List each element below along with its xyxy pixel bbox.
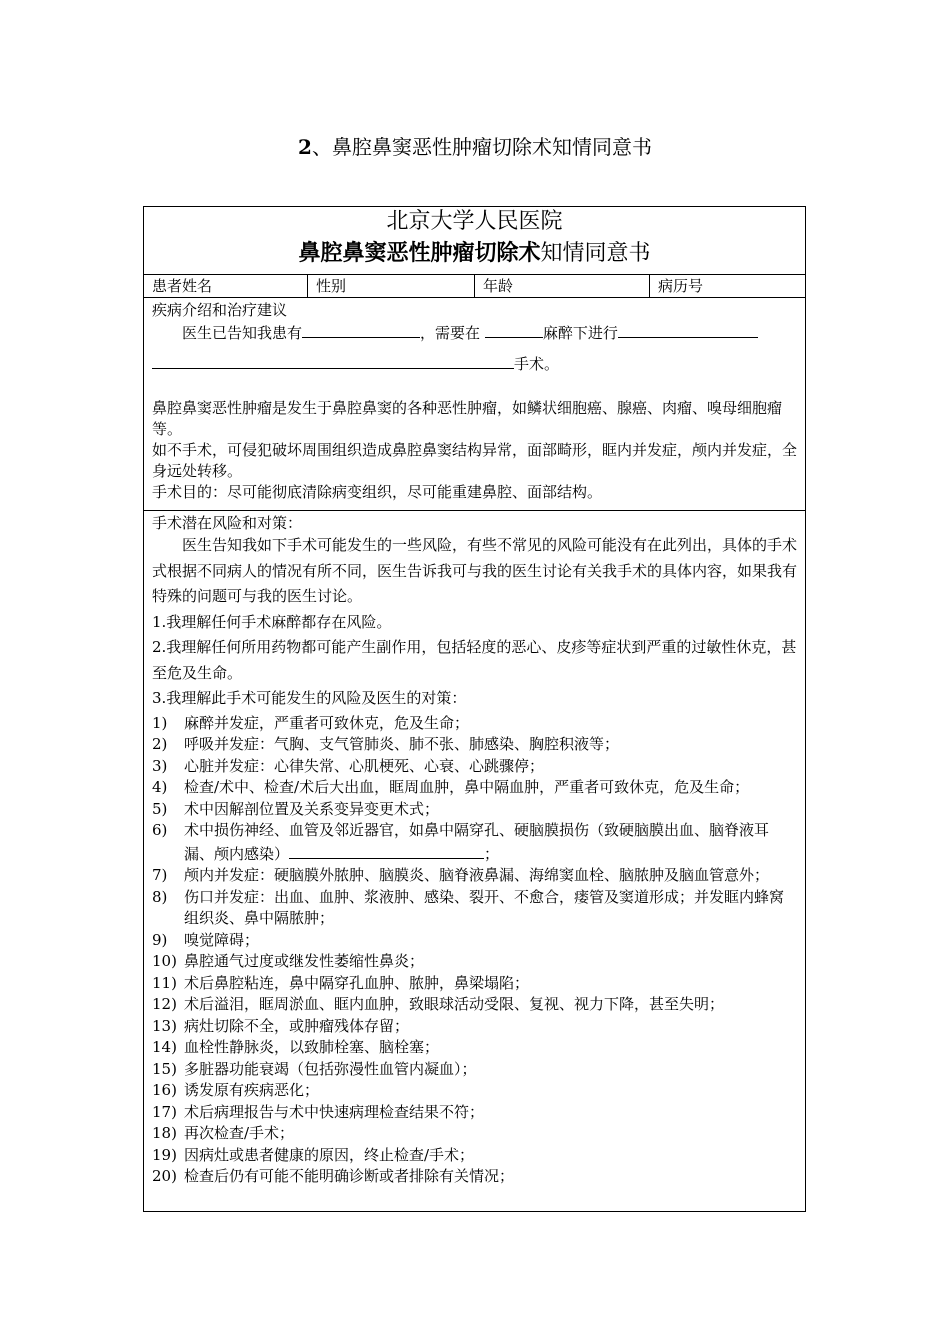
disease-description: 鼻腔鼻窦恶性肿瘤是发生于鼻腔鼻窦的各种恶性肿瘤，如鳞状细胞癌、腺癌、肉瘤、嗅母细胞瘤等。 bbox=[152, 399, 783, 438]
procedure-line bbox=[152, 352, 797, 378]
list-item-text: 血栓性静脉炎，以致肺栓塞、脑栓塞； bbox=[184, 1038, 440, 1056]
list-item-number: 15) bbox=[152, 1059, 177, 1078]
list-item-text: 再次检查/手术； bbox=[184, 1124, 295, 1142]
list-item-text: 心脏并发症：心律失常、心肌梗死、心衰、心跳骤停； bbox=[184, 756, 545, 775]
risk-section-heading: 手术潜在风险和对策： bbox=[152, 514, 303, 532]
list-item-number: 20) bbox=[152, 1167, 177, 1185]
list-item-text: 病灶切除不全，或肿瘤残体存留； bbox=[184, 1016, 410, 1035]
list-item-text: 鼻腔通气过度或继发性萎缩性鼻炎； bbox=[184, 952, 425, 970]
list-item-text: 颅内并发症：硬脑膜外脓肿、脑膜炎、脑脊液鼻漏、海绵窦血栓、脑脓肿及脑血管意外； bbox=[184, 866, 770, 884]
list-item-text: 术后鼻腔粘连，鼻中隔穿孔血肿、脓肿，鼻梁塌陷； bbox=[184, 973, 530, 992]
list-item bbox=[152, 1037, 797, 1059]
document-number: 2 bbox=[298, 135, 312, 159]
risk-item-drugs: 2.我理解任何所用药物都可能产生副作用，包括轻度的恶心、皮疹等症状到严重的过敏性休克，甚至危及生命。 bbox=[152, 638, 797, 682]
list-item-number: 16) bbox=[152, 1081, 177, 1099]
list-item-number: 14) bbox=[152, 1038, 177, 1056]
anesthesia-blank[interactable] bbox=[485, 321, 543, 338]
document-title bbox=[0, 133, 950, 161]
patient-info-row bbox=[144, 275, 805, 298]
list-item bbox=[152, 951, 797, 973]
document-title-text: 、鼻腔鼻窦恶性肿瘤切除术知情同意书 bbox=[311, 135, 652, 159]
disease-section bbox=[144, 298, 805, 511]
list-item-number: 9) bbox=[152, 930, 168, 949]
list-item-number: 17) bbox=[152, 1102, 177, 1121]
list-item-text: 呼吸并发症：气胸、支气管肺炎、肺不张、肺感染、胸腔积液等； bbox=[184, 735, 620, 753]
field-record-number[interactable]: 病历号 bbox=[649, 275, 805, 297]
list-item bbox=[152, 887, 797, 930]
form-title-procedure: 鼻腔鼻窦恶性肿瘤切除术 bbox=[298, 240, 541, 266]
list-item-number: 10) bbox=[152, 952, 177, 970]
list-item bbox=[152, 1059, 797, 1081]
no-surgery-consequence: 如不手术，可侵犯破坏周围组织造成鼻腔鼻窦结构异常，面部畸形，眶内并发症，颅内并发症，全身远处转移。 bbox=[152, 441, 798, 480]
list-item-number: 6) bbox=[152, 821, 168, 839]
list-item-text: 因病灶或患者健康的原因，终止检查/手术； bbox=[184, 1145, 475, 1164]
list-item-number: 4) bbox=[152, 778, 168, 796]
list-item-number: 7) bbox=[152, 866, 168, 884]
list-item bbox=[152, 1080, 797, 1102]
list-item-text bbox=[184, 820, 797, 865]
list-item bbox=[152, 734, 797, 756]
anesthesia-label: ，需要在 bbox=[420, 324, 481, 342]
list-item bbox=[152, 930, 797, 952]
diagnosis-line bbox=[152, 321, 797, 347]
list-item-number: 11) bbox=[152, 973, 177, 992]
list-item-text: 麻醉并发症，严重者可致休克，危及生命； bbox=[184, 713, 470, 732]
list-item-number: 2) bbox=[152, 735, 168, 753]
list-item bbox=[152, 1016, 797, 1038]
risk-item-surgery: 3.我理解此手术可能发生的风险及医生的对策： bbox=[152, 689, 467, 707]
list-item-text: 检查后仍有可能不能明确诊断或者排除有关情况； bbox=[184, 1167, 515, 1185]
list-item-text: 伤口并发症：出血、血肿、浆液肿、感染、裂开、不愈合，瘘管及窦道形成；并发眶内蜂窝组织炎、鼻中隔脓肿； bbox=[184, 887, 785, 927]
list-item bbox=[152, 973, 797, 995]
form-title-suffix: 知情同意书 bbox=[540, 241, 651, 266]
list-item-number: 8) bbox=[152, 887, 168, 906]
disease-section-heading: 疾病介绍和治疗建议 bbox=[152, 301, 288, 319]
list-item-text: 术后病理报告与术中快速病理检查结果不符； bbox=[184, 1102, 485, 1121]
form-header bbox=[144, 207, 805, 275]
form-title bbox=[144, 234, 805, 269]
list-item-number: 12) bbox=[152, 995, 177, 1013]
list-item-text: 多脏器功能衰竭（包括弥漫性血管内凝血）； bbox=[184, 1059, 477, 1078]
list-item-number: 5) bbox=[152, 799, 168, 818]
list-item bbox=[152, 994, 797, 1016]
risk-intro: 医生告知我如下手术可能发生的一些风险，有些不常见的风险可能没有在此列出，具体的手术式根据不同病人的情况有所不同，医生告诉我可与我的医生讨论有关我手术的具体内容，如果我有特殊的问题可与我的医生讨论。 bbox=[152, 536, 798, 605]
procedure-name-blank[interactable] bbox=[152, 352, 514, 369]
field-age[interactable]: 年龄 bbox=[474, 275, 649, 297]
consent-form bbox=[143, 206, 806, 1212]
list-item-text: 术中因解剖位置及关系变异变更术式； bbox=[184, 799, 440, 818]
risk-list bbox=[152, 713, 797, 1188]
list-item-text: 诱发原有疾病恶化； bbox=[184, 1081, 320, 1099]
complication-blank[interactable] bbox=[289, 842, 484, 859]
list-item-number: 13) bbox=[152, 1016, 177, 1035]
surgery-purpose: 手术目的：尽可能彻底清除病变组织，尽可能重建鼻腔、面部结构。 bbox=[152, 483, 603, 501]
diagnosis-blank[interactable] bbox=[302, 321, 420, 338]
list-item bbox=[152, 1123, 797, 1145]
hospital-name: 北京大学人民医院 bbox=[386, 209, 563, 234]
field-gender[interactable]: 性别 bbox=[307, 275, 474, 297]
field-patient-name[interactable]: 患者姓名 bbox=[152, 277, 213, 295]
risk-item-anesthesia: 1.我理解任何手术麻醉都存在风险。 bbox=[152, 612, 392, 631]
list-item bbox=[152, 1102, 797, 1124]
list-item-number: 1) bbox=[152, 713, 168, 732]
list-item-number: 18) bbox=[152, 1124, 177, 1142]
list-item bbox=[152, 820, 797, 865]
list-item-text-main: 术中损伤神经、血管及邻近器官，如鼻中隔穿孔、硬脑膜损伤（致硬脑膜出血、脑脊液耳漏、颅内感染） bbox=[184, 821, 770, 863]
diagnosis-label: 医生已告知我患有 bbox=[182, 324, 303, 342]
list-item bbox=[152, 777, 797, 799]
procedure-label: 麻醉下进行 bbox=[542, 324, 618, 342]
list-item-text: 检查/术中、检查/术后大出血，眶周血肿，鼻中隔血肿，严重者可致休克，危及生命； bbox=[184, 778, 750, 796]
procedure-blank[interactable] bbox=[618, 321, 758, 338]
list-item-text-end: ； bbox=[484, 844, 500, 863]
surgery-label: 手术。 bbox=[514, 354, 560, 373]
list-item bbox=[152, 799, 797, 821]
list-item-number: 19) bbox=[152, 1145, 177, 1164]
list-item-number: 3) bbox=[152, 756, 168, 775]
list-item-text: 嗅觉障碍； bbox=[184, 930, 260, 949]
risk-section bbox=[144, 511, 805, 1211]
list-item bbox=[152, 1145, 797, 1167]
list-item bbox=[152, 865, 797, 887]
list-item bbox=[152, 1166, 797, 1188]
list-item bbox=[152, 756, 797, 778]
list-item bbox=[152, 713, 797, 735]
list-item-text: 术后溢泪，眶周淤血、眶内血肿，致眼球活动受限、复视、视力下降，甚至失明； bbox=[184, 995, 725, 1013]
